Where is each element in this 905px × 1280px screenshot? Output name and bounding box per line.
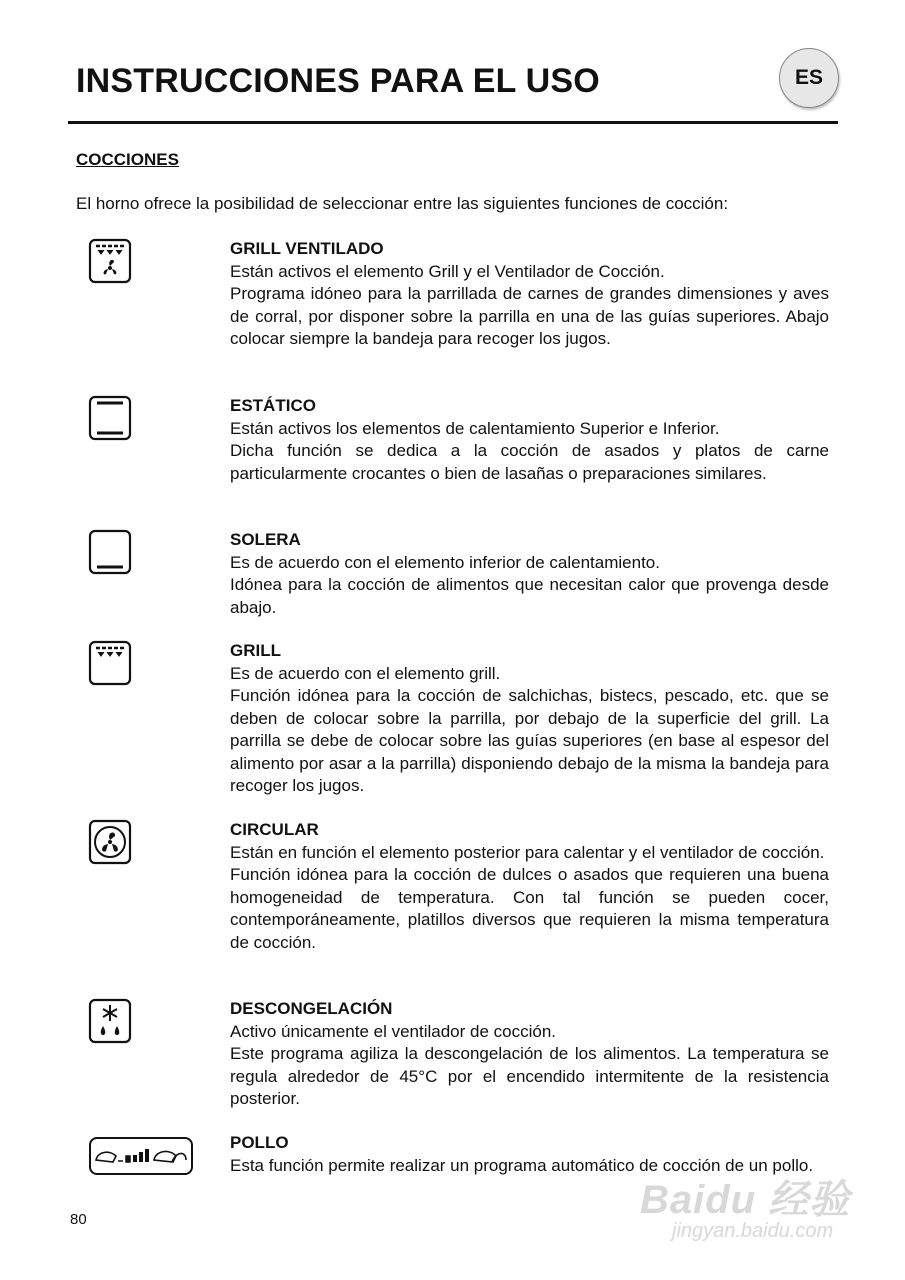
watermark-url: jingyan.baidu.com [672, 1220, 834, 1242]
section-intro: El horno ofrece la posibilidad de seleccionar entre las siguientes funciones de cocción: [76, 194, 729, 213]
defrost-icon [88, 998, 132, 1044]
grill-icon [88, 640, 132, 686]
page-number: 80 [70, 1211, 87, 1228]
section-title: COCCIONES [76, 150, 179, 169]
function-circular [230, 819, 829, 954]
function-summary: Es de acuerdo con el elemento grill. [230, 663, 501, 683]
function-name: ESTÁTICO [230, 396, 316, 415]
function-summary: Están activos el elemento Grill y el Ventilador de Cocción. [230, 261, 665, 281]
function-name: POLLO [230, 1133, 289, 1152]
function-name: GRILL [230, 641, 281, 660]
function-description: Este programa agiliza la descongelación de los alimentos. La temperatura se regula alrededor de 45°C por el encendido intermitente de la resistencia posterior. [230, 1044, 829, 1108]
function-solera [230, 529, 829, 619]
function-description: Idónea para la cocción de alimentos que necesitan calor que provenga desde abajo. [230, 575, 829, 617]
circular-fan-icon [88, 819, 132, 865]
function-name: GRILL VENTILADO [230, 239, 384, 258]
function-grill-ventilado [230, 238, 829, 351]
function-summary: Es de acuerdo con el elemento inferior de calentamiento. [230, 552, 660, 572]
function-description: Están en función el elemento posterior para calentar y el ventilador de cocción. [230, 842, 825, 862]
function-grill [230, 640, 829, 798]
function-description: Programa idóneo para la parrillada de carnes de grandes dimensiones y aves de corral, por disponer sobre la parrilla en una de las guías superiores. Abajo colocar siempre la bandeja para recoger los jugos. [230, 284, 829, 348]
function-name: SOLERA [230, 530, 301, 549]
function-estatico [230, 395, 829, 485]
grill-fan-icon [88, 238, 132, 284]
page-title: INSTRUCCIONES PARA EL USO [76, 62, 600, 100]
function-descongelacion [230, 998, 829, 1111]
function-summary: Activo únicamente el ventilador de cocción. [230, 1021, 557, 1041]
function-summary: Están activos los elementos de calentamiento Superior e Inferior. [230, 418, 720, 438]
function-description: Esta función permite realizar un programa automático de cocción de un pollo. [230, 1155, 814, 1175]
function-name: DESCONGELACIÓN [230, 999, 393, 1018]
bottom-heat-icon [88, 529, 132, 575]
watermark-logo: Baidu 经验 [640, 1178, 851, 1222]
function-description: Dicha función se dedica a la cocción de asados y platos de carne particularmente crocantes o bien de lasañas o preparaciones similares. [230, 441, 829, 483]
function-name: CIRCULAR [230, 820, 319, 839]
language-badge: ES [779, 48, 839, 108]
title-divider [68, 121, 838, 124]
static-top-bottom-icon [88, 395, 132, 441]
function-description-2: Función idónea para la cocción de dulces o asados que requieren una buena homogeneidad de temperatura. Con tal función se pueden cocer, contemporáneamente, platillos diversos que requieren la misma temperatura de cocción. [230, 865, 829, 952]
function-description: Función idónea para la cocción de salchichas, bistecs, pescado, etc. que se deben de colocar sobre la parrilla, por debajo de la superficie del grill. La parrilla se debe de colocar sobre las guías superiores (en base al espesor del alimento por asar a la parrilla) disponiendo debajo de la misma la bandeja para recoger los jugos. [230, 686, 829, 795]
chicken-program-icon [88, 1136, 194, 1176]
